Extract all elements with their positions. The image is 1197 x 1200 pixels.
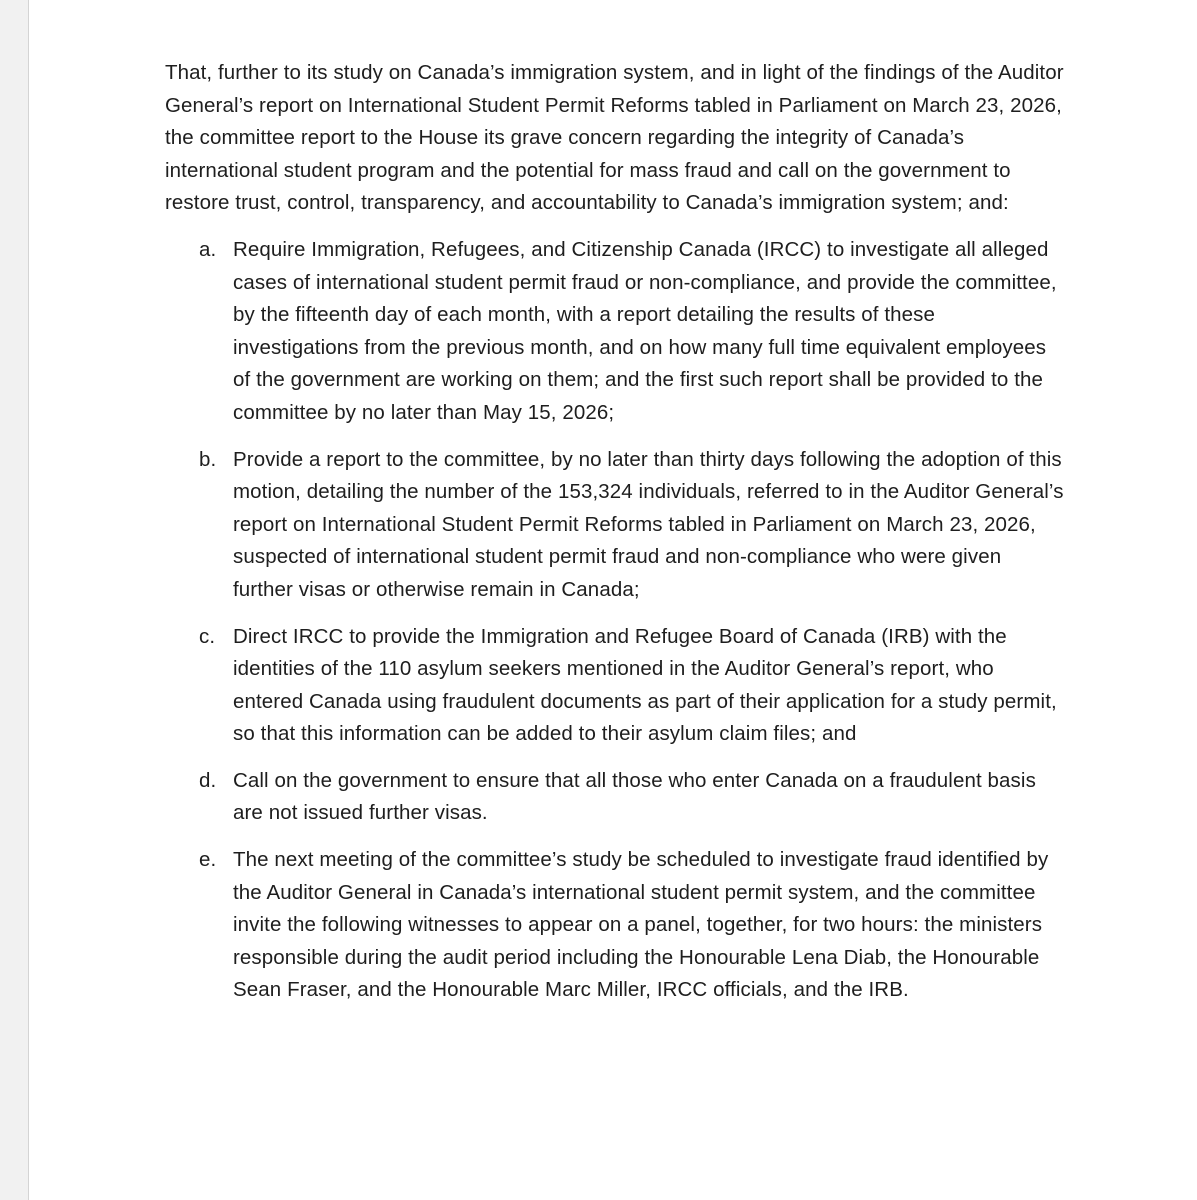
motion-item-d <box>165 765 1065 830</box>
motion-item-a <box>165 234 1065 430</box>
list-marker: e. <box>199 848 217 872</box>
list-item-text: Direct IRCC to provide the Immigration and Refugee Board of Canada (IRB) with the identities of the 110 asylum seekers mentioned in the Auditor General’s report, who entered Canada using fraudulent documents as part of their application for a study permit, so that this information can be added to their asylum claim files; and <box>233 624 1057 746</box>
motion-item-list <box>165 234 1065 1007</box>
motion-item-e <box>165 844 1065 1007</box>
list-marker: b. <box>199 447 217 471</box>
motion-item-c <box>165 621 1065 751</box>
motion-item-b <box>165 444 1065 607</box>
list-item-text: Provide a report to the committee, by no later than thirty days following the adoption of this motion, detailing the number of the 153,324 individuals, referred to in the Auditor General’s report on International Student Permit Reforms tabled in Parliament on March 23, 2026, suspected of international student permit fraud and non-compliance who were given further visas or otherwise remain in Canada; <box>233 447 1064 601</box>
list-item-text: Call on the government to ensure that all those who enter Canada on a fraudulent basis are not issued further visas. <box>233 768 1036 825</box>
list-marker: a. <box>199 237 217 261</box>
list-item-text: Require Immigration, Refugees, and Citizenship Canada (IRCC) to investigate all alleged cases of international student permit fraud or non-compliance, and provide the committee, by the fifteenth day of each month, with a report detailing the results of these investigations from the previous month, and on how many full time equivalent employees of the government are working on them; and the first such report shall be provided to the committee by no later than May 15, 2026; <box>233 237 1057 424</box>
motion-intro-paragraph: That, further to its study on Canada’s immigration system, and in light of the findings of the Auditor General’s report on International Student Permit Reforms tabled in Parliament on March 23, 2026, the committee report to the House its grave concern regarding the integrity of Canada’s international student program and the potential for mass fraud and call on the government to restore trust, control, transparency, and accountability to Canada’s immigration system; and: <box>165 61 1064 215</box>
list-item-text: The next meeting of the committee’s study be scheduled to investigate fraud identified by the Auditor General in Canada’s international student permit system, and the committee invite the following witnesses to appear on a panel, together, for two hours: the ministers responsible during the audit period including the Honourable Lena Diab, the Honourable Sean Fraser, and the Honourable Marc Miller, IRCC officials, and the IRB. <box>233 848 1049 1002</box>
list-marker: c. <box>199 624 216 648</box>
document-page <box>28 0 1197 1200</box>
list-marker: d. <box>199 768 217 792</box>
document-body <box>165 57 1065 1021</box>
